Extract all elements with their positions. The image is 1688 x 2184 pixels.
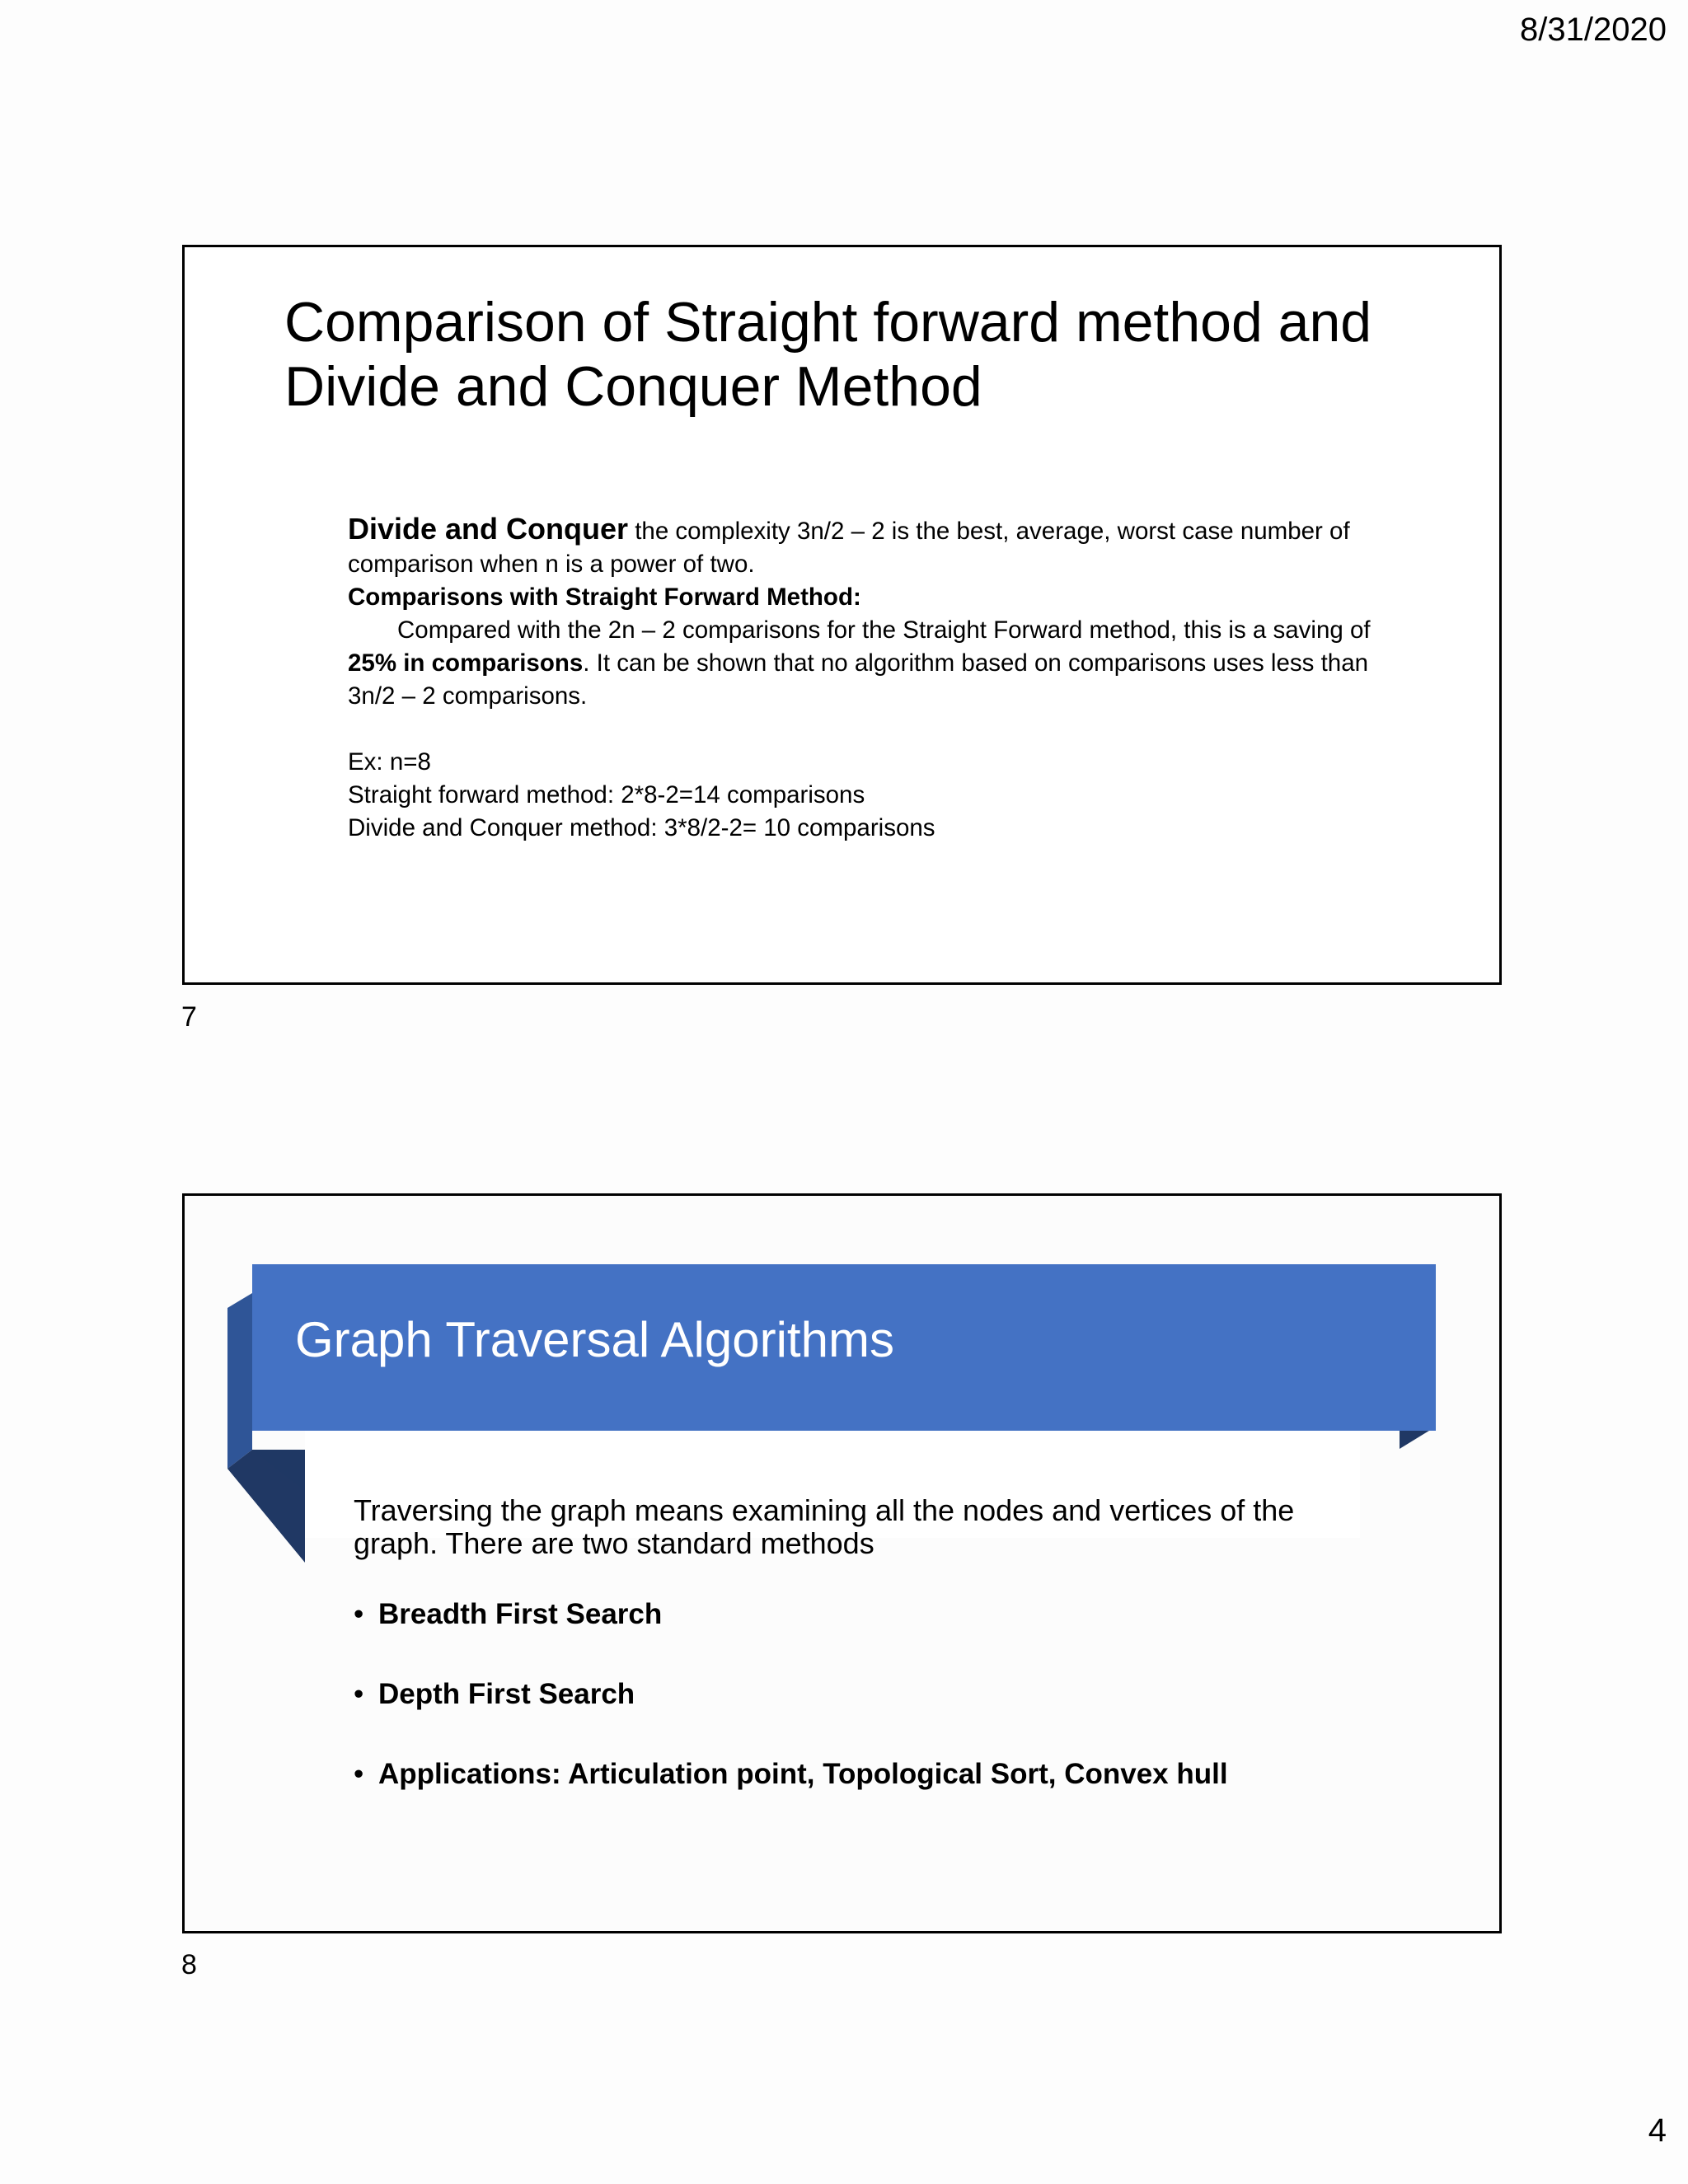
example-line-1: Ex: n=8 bbox=[348, 748, 431, 776]
comparisons-subheading: Comparisons with Straight Forward Method: bbox=[348, 583, 861, 611]
slide-8 bbox=[182, 1193, 1502, 1933]
slide-7 bbox=[182, 245, 1502, 985]
saving-text-2: . It can be shown that no algorithm based on comparisons uses less than 3n/2 – 2 comparisons. bbox=[348, 649, 1369, 710]
bullet-icon: • bbox=[354, 1598, 364, 1630]
complexity-text: the complexity 3n/2 – 2 is the best, average, worst case number of comparison when n is a power of two. bbox=[348, 518, 1350, 578]
slide-8-number: 8 bbox=[181, 1949, 197, 1980]
bullet-text: Depth First Search bbox=[378, 1678, 635, 1710]
saving-text-1: Compared with the 2n – 2 comparisons for the Straight Forward method, this is a saving of bbox=[397, 616, 1371, 644]
example-line-2: Straight forward method: 2*8-2=14 comparisons bbox=[348, 781, 865, 808]
list-item bbox=[354, 1676, 1228, 1713]
slide-7-number: 7 bbox=[181, 1001, 197, 1033]
slide-7-body bbox=[348, 513, 1378, 845]
document-date: 8/31/2020 bbox=[1520, 12, 1667, 48]
slide-8-title: Graph Traversal Algorithms bbox=[295, 1312, 894, 1367]
example-line-3: Divide and Conquer method: 3*8/2-2= 10 comparisons bbox=[348, 814, 935, 841]
complexity-lead: Divide and Conquer bbox=[348, 512, 629, 546]
slide-7-title bbox=[284, 290, 1438, 419]
complexity-paragraph bbox=[348, 513, 1378, 581]
title-banner bbox=[252, 1264, 1436, 1431]
slide-7-title-line-1: Comparison of Straight forward method and bbox=[284, 291, 1372, 354]
bullet-text: Breadth First Search bbox=[378, 1598, 663, 1630]
list-item bbox=[354, 1756, 1228, 1793]
bullet-icon: • bbox=[354, 1758, 364, 1790]
methods-list bbox=[354, 1596, 1228, 1836]
bullet-icon: • bbox=[354, 1678, 364, 1710]
banner-ribbon-fold-right bbox=[1400, 1427, 1436, 1455]
saving-paragraph bbox=[348, 614, 1378, 713]
page-number: 4 bbox=[1648, 2112, 1667, 2149]
slide-7-title-line-2: Divide and Conquer Method bbox=[284, 355, 982, 418]
traversal-intro: Traversing the graph means examining all the nodes and vertices of the graph. There are two standard methods bbox=[354, 1493, 1295, 1560]
bullet-text: Applications: Articulation point, Topological Sort, Convex hull bbox=[378, 1758, 1228, 1790]
saving-bold: 25% in comparisons bbox=[348, 649, 584, 677]
list-item bbox=[354, 1596, 1228, 1633]
